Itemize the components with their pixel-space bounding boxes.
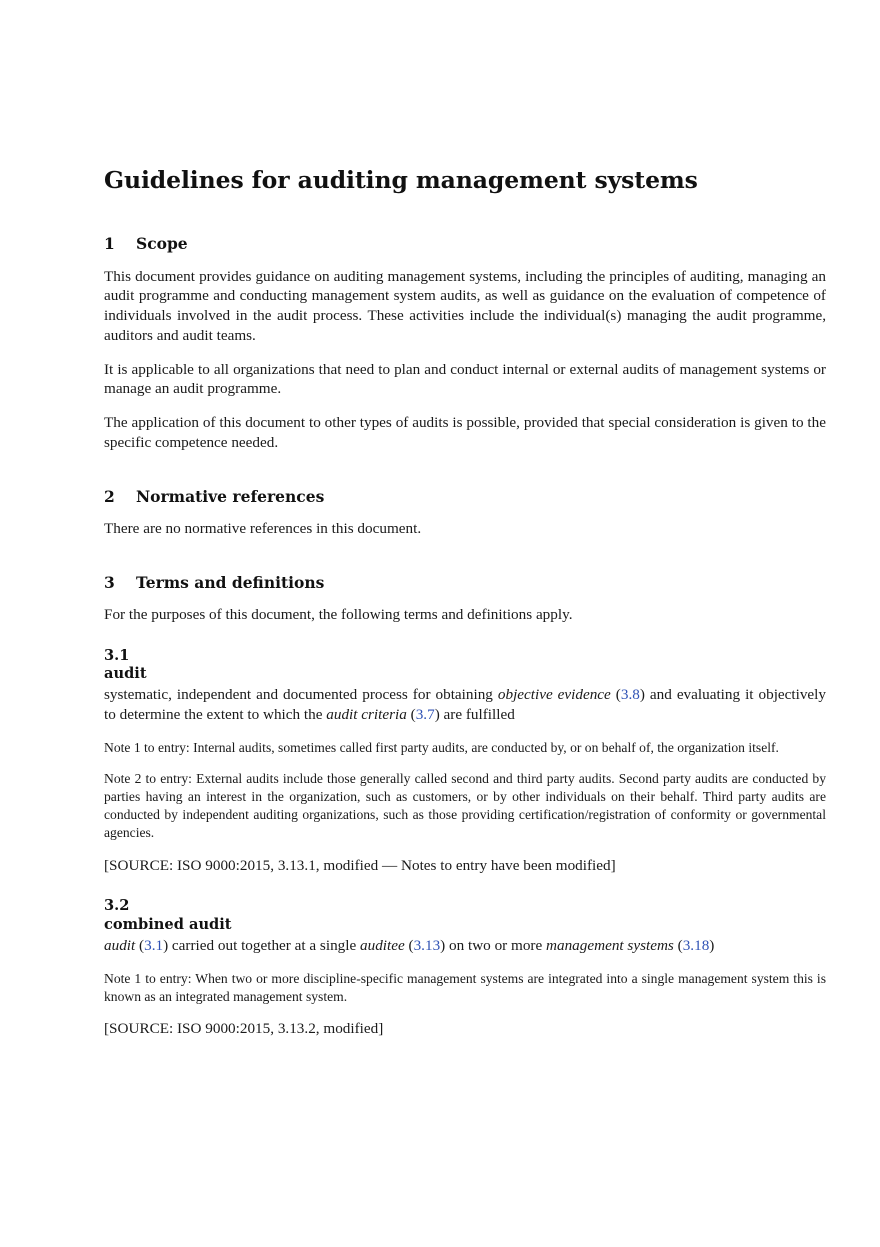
clause-number-2: 2 (104, 486, 115, 506)
definition-text: ( (135, 936, 145, 954)
term-name-3-1: audit (104, 665, 147, 683)
term-entry-3-1 (104, 647, 826, 725)
clause-title-3: Terms and definitions (136, 572, 325, 592)
clause-number-1: 1 (104, 234, 115, 254)
clause-title-1: Scope (136, 234, 188, 254)
crossref-link-3-18[interactable]: 3.18 (682, 936, 710, 954)
page-content (104, 166, 826, 1053)
definition-term-italic: management systems (546, 936, 674, 954)
clause-1-paragraph-2: It is applicable to all organizations that need to plan and conduct internal or external audits of management systems or manage an audit programme. (104, 360, 826, 398)
crossref-link-3-8[interactable]: 3.8 (620, 686, 640, 704)
definition-text: ( (406, 705, 416, 723)
definition-text: ( (610, 686, 621, 704)
term-number-3-2: 3.2 (104, 897, 130, 915)
document-title: Guidelines for auditing management systems (104, 166, 698, 194)
crossref-link-3-1[interactable]: 3.1 (144, 936, 164, 954)
clause-heading-2 (104, 487, 826, 506)
definition-term-italic: objective evidence (497, 686, 611, 704)
definition-text: ) (709, 936, 715, 954)
crossref-link-3-13[interactable]: 3.13 (413, 936, 441, 954)
term-entry-3-2 (104, 897, 826, 955)
definition-text: ) are fulfilled (434, 705, 515, 723)
term-definition-3-1 (104, 685, 826, 725)
definition-text: ( (404, 936, 414, 954)
definition-term-italic: audit criteria (326, 705, 407, 723)
definition-text: systematic, independent and documented process for obtaining (104, 686, 498, 704)
clause-heading-1 (104, 234, 826, 253)
definition-text: ) and evaluating it objectively to determine the extent to which the (104, 686, 826, 723)
term-3-1-note-2: Note 2 to entry: External audits include those generally called second and third party audits. Second party audits are conducted by parties having an interest in the organization, such as customers, or by other individuals on their behalf. Third party audits are conducted by independent auditing organizations, such as those providing certification/registration of conformity or governmental agencies. (104, 770, 826, 841)
term-name-3-2: combined audit (104, 916, 232, 934)
term-definition-3-2 (104, 936, 826, 956)
term-3-2-source: [SOURCE: ISO 9000:2015, 3.13.2, modified] (104, 1019, 384, 1037)
clause-3-paragraph-1: For the purposes of this document, the following terms and definitions apply. (104, 606, 573, 624)
crossref-link-3-7[interactable]: 3.7 (415, 705, 435, 723)
clause-heading-3 (104, 573, 826, 592)
clause-title-2: Normative references (136, 486, 325, 506)
clause-2-paragraph-1: There are no normative references in this document. (104, 519, 422, 537)
clause-number-3: 3 (104, 572, 115, 592)
term-3-1-note-1: Note 1 to entry: Internal audits, sometimes called first party audits, are conducted by, or on behalf of, the organization itself. (104, 739, 779, 755)
clause-1-paragraph-1: This document provides guidance on auditing management systems, including the principles of auditing, managing an audit programme and conducting management system audits, as well as guidance on the evaluation of competence of individuals involved in the audit process. These activities include the individual(s) managing the audit programme, auditors and audit teams. (104, 267, 826, 344)
definition-term-italic: audit (104, 936, 136, 954)
definition-text: ) carried out together at a single (163, 936, 361, 954)
term-3-1-source: [SOURCE: ISO 9000:2015, 3.13.1, modified — Notes to entry have been modified] (104, 856, 616, 874)
definition-text: ) on two or more (440, 936, 547, 954)
definition-text: ( (673, 936, 683, 954)
term-3-2-note-1: Note 1 to entry: When two or more discipline-specific management systems are integrated into a single management system this is known as an integrated management system. (104, 970, 826, 1004)
term-number-3-1: 3.1 (104, 646, 130, 664)
definition-term-italic: auditee (360, 936, 405, 954)
clause-1-paragraph-3: The application of this document to other types of audits is possible, provided that special consideration is given to the specific competence needed. (104, 414, 826, 451)
